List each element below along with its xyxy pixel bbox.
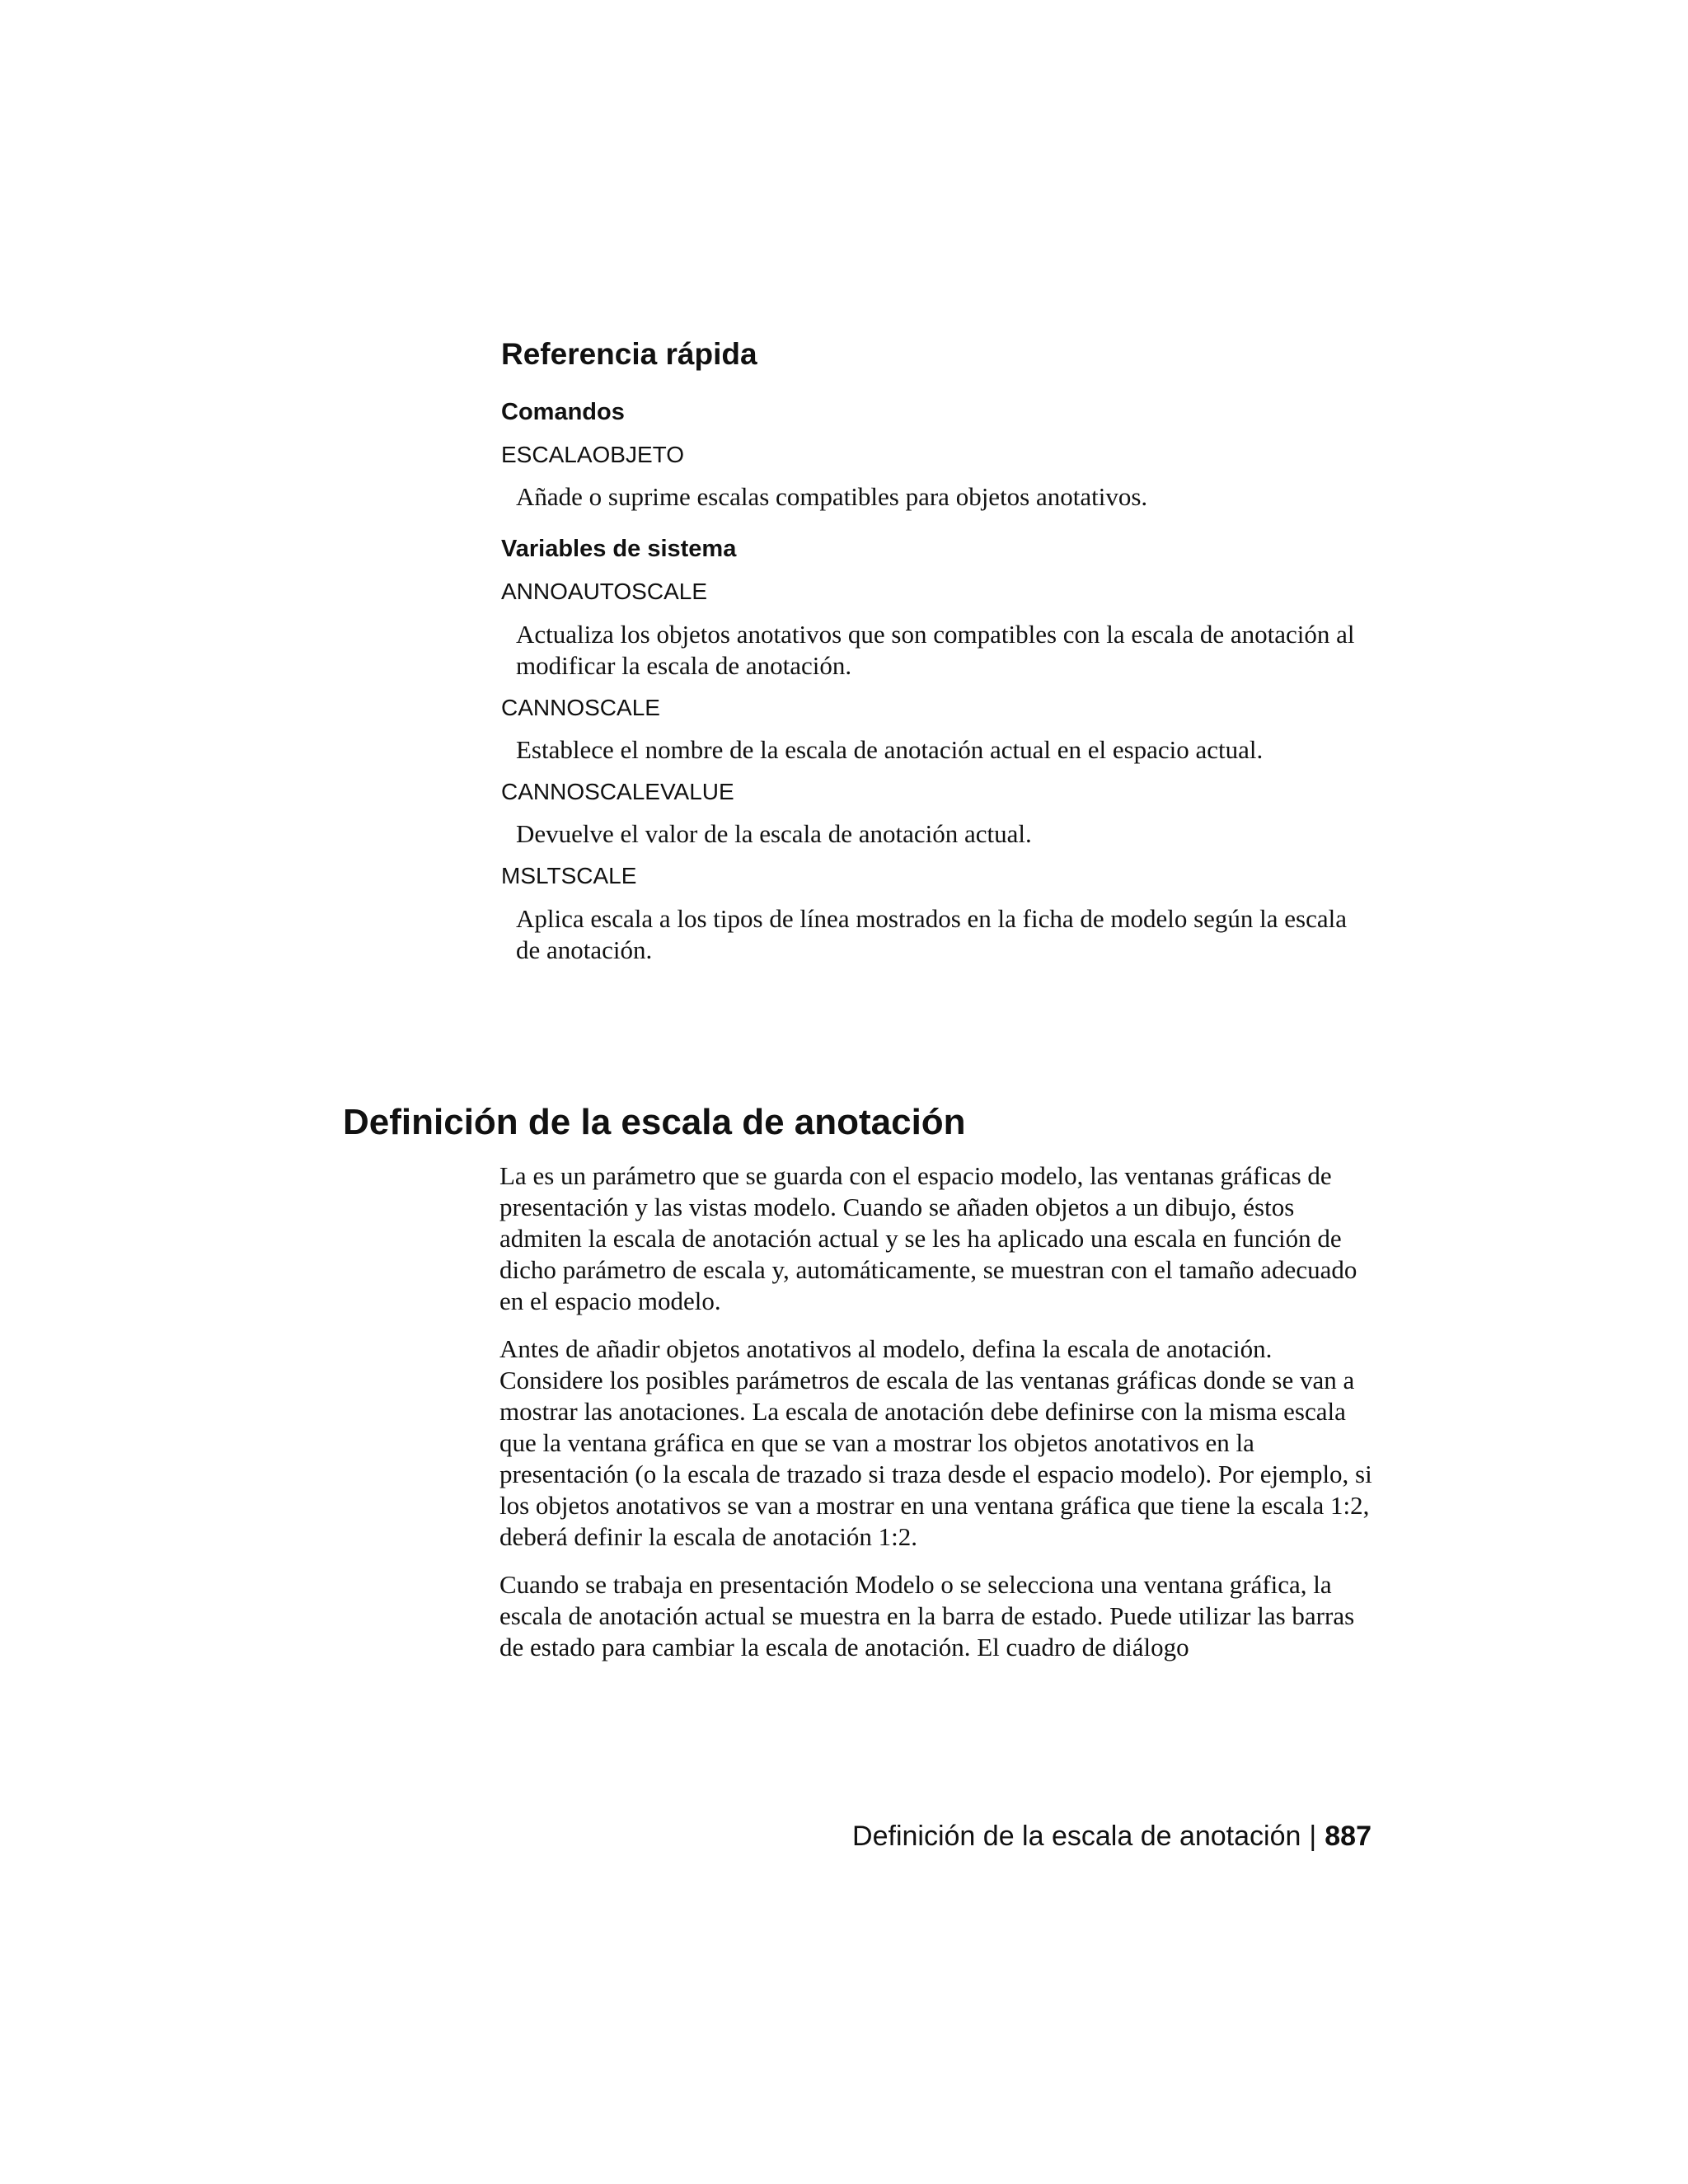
page-number: 887	[1325, 1821, 1372, 1852]
variable-description: Actualiza los objetos anotativos que son compatibles con la escala de anotación al modificar la escala de anotación.	[516, 619, 1355, 680]
variables-title: Variables de sistema	[501, 536, 737, 563]
page-footer	[852, 1820, 1372, 1854]
variable-name: ANNOAUTOSCALE	[501, 579, 707, 605]
variable-name: CANNOSCALEVALUE	[501, 778, 734, 804]
variable-description: Devuelve el valor de la escala de anotación actual.	[516, 819, 1032, 849]
variable-name: MSLTSCALE	[501, 863, 637, 889]
running-title: Definición de la escala de anotación	[852, 1821, 1301, 1852]
body-paragraph: Cuando se trabaja en presentación Modelo o se selecciona una ventana gráfica, la escala de anotación actual se muestra en la barra de estado. Puede utilizar las barras de estado para cambiar la escala de anotación. El cuadro de diálogo	[499, 1570, 1355, 1661]
body-paragraph: La es un parámetro que se guarda con el espacio modelo, las ventanas gráficas de presentación y las vistas modelo. Cuando se añaden objetos a un dibujo, éstos admiten la escala de anotación actual y se les ha aplicado una escala en función de dicho parámetro de escala y, automáticamente, se muestran con el tamaño adecuado en el espacio modelo.	[499, 1161, 1357, 1315]
commands-group	[501, 397, 1375, 513]
variable-name: CANNOSCALE	[501, 694, 660, 720]
command-description: Añade o suprime escalas compatibles para objetos anotativos.	[516, 482, 1148, 512]
body-paragraph: Antes de añadir objetos anotativos al modelo, defina la escala de anotación. Considere los posibles parámetros de escala de las ventanas gráficas donde se van a mostrar las anotaciones. La escala de anotación debe definirse con la misma escala que la ventana gráfica en que se van a mostrar los objetos anotativos en la presentación (o la escala de trazado si traza desde el espacio modelo). Por ejemplo, si los objetos anotativos se van a mostrar en una ventana gráfica que tiene la escala 1:2, deberá definir la escala de anotación 1:2.	[499, 1334, 1372, 1551]
variables-group	[501, 534, 1375, 965]
commands-title: Comandos	[501, 399, 625, 426]
command-name: ESCALAOBJETO	[501, 442, 685, 468]
variable-description: Establece el nombre de la escala de anotación actual en el espacio actual.	[516, 734, 1264, 764]
section-title: Definición de la escala de anotación	[343, 1102, 966, 1142]
quick-reference-title: Referencia rápida	[501, 337, 757, 371]
variable-description: Aplica escala a los tipos de línea mostrados en la ficha de modelo según la escala de anotación.	[516, 903, 1347, 964]
footer-separator: |	[1309, 1821, 1317, 1852]
section-body	[499, 1160, 1376, 1680]
quick-reference	[501, 336, 1375, 987]
